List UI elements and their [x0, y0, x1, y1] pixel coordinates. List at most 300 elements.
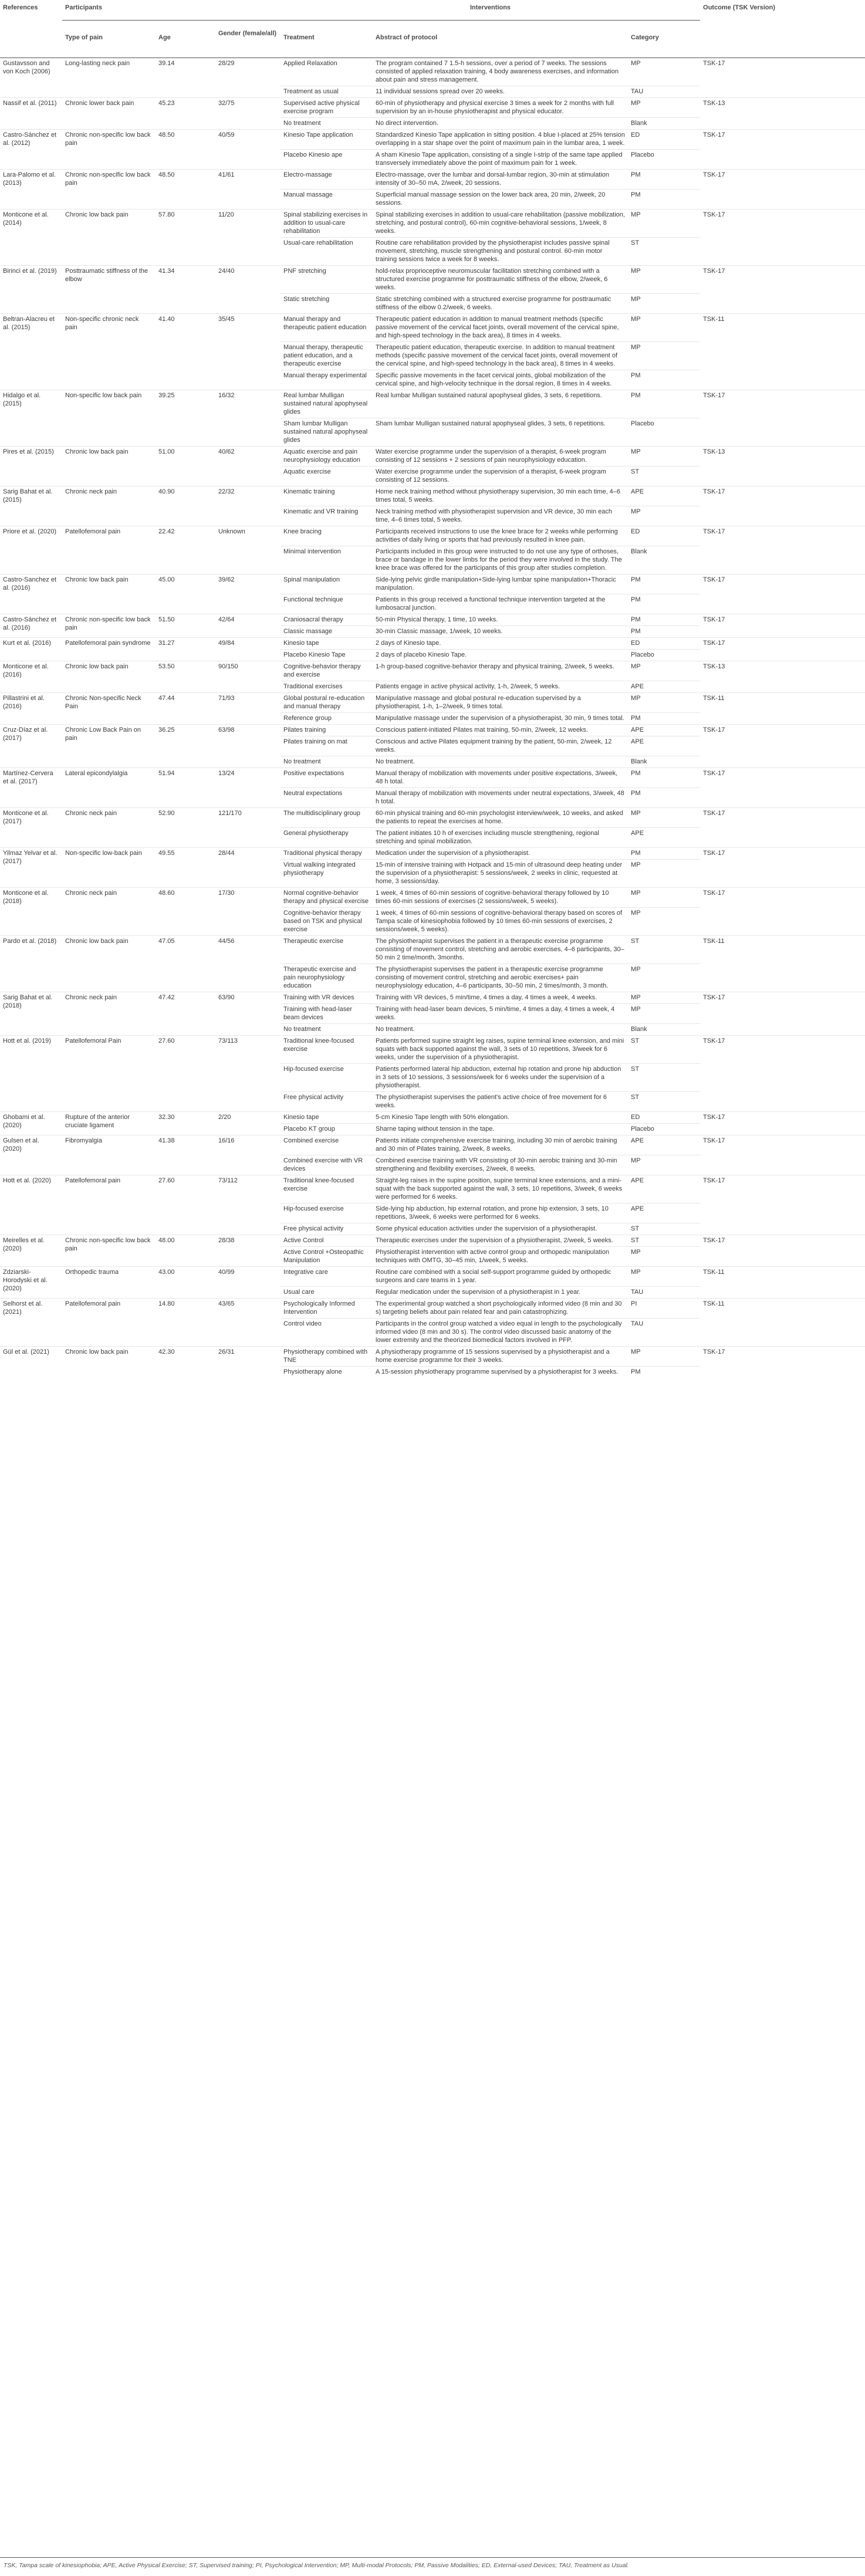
- category-cell: Placebo: [628, 650, 700, 661]
- pain-type-cell: Patellofemoral pain: [62, 1299, 156, 1347]
- category-cell: PM: [628, 614, 700, 626]
- pain-type-cell: Chronic low back pain: [62, 209, 156, 266]
- abstract-cell: hold-relax proprioceptive neuromuscular facilitation stretching combined with a structured exercise programme for posttraumatic stiffness of the elbow, 2/week, 6 weeks.: [373, 266, 628, 294]
- treatment-cell: No treatment: [281, 1024, 373, 1036]
- age-cell: 45.00: [156, 574, 215, 614]
- pain-type-cell: Chronic non-specific low back pain: [62, 614, 156, 638]
- category-cell: PM: [628, 170, 700, 190]
- age-cell: 14.80: [156, 1299, 215, 1347]
- treatment-cell: Kinematic training: [281, 486, 373, 506]
- pain-type-cell: Chronic low back pain: [62, 447, 156, 486]
- outcome-cell: TSK-17: [700, 768, 865, 808]
- gender-cell: 44/56: [215, 936, 281, 992]
- pain-type-cell: Long-lasting neck pain: [62, 58, 156, 98]
- treatment-cell: Spinal stabilizing exercises in addition to usual-care rehabilitation: [281, 209, 373, 238]
- table-row: [0, 130, 865, 150]
- category-cell: PM: [628, 370, 700, 390]
- abstract-cell: No treatment.: [373, 1024, 628, 1036]
- category-cell: PM: [628, 190, 700, 209]
- outcome-cell: TSK-17: [700, 1036, 865, 1112]
- category-cell: TAU: [628, 86, 700, 98]
- abstract-cell: Routine care rehabilitation provided by the physiotherapist includes passive spinal movement, stretching, muscle strengthening and postural control. 60-min motor training sessions twice a week for 8 weeks.: [373, 238, 628, 266]
- category-cell: APE: [628, 681, 700, 693]
- category-cell: TAU: [628, 1319, 700, 1347]
- footnote-rule: [0, 2557, 865, 2558]
- treatment-cell: Kinematic and VR training: [281, 506, 373, 526]
- treatment-cell: Psychologically Informed Intervention: [281, 1299, 373, 1319]
- abstract-cell: Sharne taping without tension in the tape.: [373, 1124, 628, 1135]
- abstract-cell: Patients engage in active physical activity, 1-h, 2/week, 5 weeks.: [373, 681, 628, 693]
- abstract-cell: No direct intervention.: [373, 118, 628, 130]
- abstract-cell: Patients performed lateral hip abduction, external hip rotation and prone hip abduction in 3 sets of 10 sessions, 3 sessions/week for 6 weeks under the supervision of a physiotherapist.: [373, 1064, 628, 1092]
- abstract-cell: 1-h group-based cognitive-behavior therapy and physical training, 2/week, 5 weeks.: [373, 661, 628, 681]
- outcome-cell: TSK-17: [700, 725, 865, 768]
- abstract-cell: 60-min of physiotherapy and physical exercise 3 times a week for 2 months with full supervision by an in-house physiotherapist and physical educator.: [373, 98, 628, 118]
- table-row: [0, 574, 865, 594]
- pain-type-cell: Rupture of the anterior cruciate ligament: [62, 1112, 156, 1135]
- reference-cell: Priore et al. (2020): [0, 526, 62, 574]
- abstract-cell: 2 days of placebo Kinesio Tape.: [373, 650, 628, 661]
- treatment-cell: Kinesio tape: [281, 638, 373, 650]
- category-cell: PM: [628, 574, 700, 594]
- age-cell: 22.42: [156, 526, 215, 574]
- treatment-cell: Traditional exercises: [281, 681, 373, 693]
- category-cell: MP: [628, 1347, 700, 1367]
- pain-type-cell: Non-specific chronic neck pain: [62, 314, 156, 390]
- category-cell: PI: [628, 1299, 700, 1319]
- reference-cell: Zdziarski-Horodyski et al. (2020): [0, 1267, 62, 1299]
- outcome-cell: TSK-17: [700, 1112, 865, 1135]
- table-row: [0, 1175, 865, 1204]
- treatment-cell: Normal cognitive-behavior therapy and physical exercise: [281, 888, 373, 908]
- reference-cell: Nassif et al. (2011): [0, 98, 62, 130]
- pain-type-cell: Chronic neck pain: [62, 992, 156, 1036]
- reference-cell: Gül et al. (2021): [0, 1347, 62, 1378]
- table-row: [0, 314, 865, 342]
- pain-type-cell: Fibromyalgia: [62, 1135, 156, 1175]
- category-cell: APE: [628, 486, 700, 506]
- table-row: [0, 768, 865, 788]
- abstract-cell: Side-lying pelvic girdle manipulation+Side-lying lumbar spine manipulation+Thoracic manipulation.: [373, 574, 628, 594]
- age-cell: 31.27: [156, 638, 215, 661]
- pain-type-cell: Patellofemoral Pain: [62, 1036, 156, 1112]
- treatment-cell: Treatment as usual: [281, 86, 373, 98]
- treatment-cell: Free physical activity: [281, 1223, 373, 1235]
- outcome-cell: TSK-11: [700, 314, 865, 390]
- table-row: [0, 1235, 865, 1247]
- outcome-cell: TSK-17: [700, 170, 865, 209]
- age-cell: 48.60: [156, 888, 215, 936]
- reference-cell: Monticone et al. (2014): [0, 209, 62, 266]
- category-cell: ST: [628, 936, 700, 964]
- abstract-cell: Training with head-laser beam devices, 5 min/time, 4 times a day, 4 times a week, 4 weeks.: [373, 1004, 628, 1024]
- abstract-cell: Therapeutic patient education, therapeutic exercise. In addition to manual treatment methods (specific passive movement of the cervical facet joints, overall movement of the cervical spine, and high-speed technology in the back area), 8 times in 4 weeks.: [373, 342, 628, 370]
- reference-cell: Lara-Palomo et al. (2013): [0, 170, 62, 209]
- treatment-cell: Kinesio Tape application: [281, 130, 373, 150]
- age-cell: 48.50: [156, 130, 215, 170]
- abstract-cell: 2 days of Kinesio tape.: [373, 638, 628, 650]
- reference-cell: Kurt et al. (2016): [0, 638, 62, 661]
- category-cell: MP: [628, 266, 700, 294]
- abstract-cell: Therapeutic patient education in addition to manual treatment methods (specific passive movement of the cervical facet joints, overall movement of the cervical spine, and high-speed technology in the back area), 8 times in 4 weeks.: [373, 314, 628, 342]
- category-cell: Placebo: [628, 418, 700, 447]
- category-cell: Placebo: [628, 150, 700, 170]
- treatment-cell: Aquatic exercise and pain neurophysiology education: [281, 447, 373, 466]
- age-cell: 53.50: [156, 661, 215, 693]
- gender-cell: 17/30: [215, 888, 281, 936]
- reference-cell: Hott et al. (2019): [0, 1036, 62, 1112]
- table-row: [0, 1347, 865, 1367]
- category-cell: APE: [628, 1175, 700, 1204]
- abstract-cell: The physiotherapist supervises the patient's active choice of free movement for 6 weeks.: [373, 1092, 628, 1112]
- gender-cell: 26/31: [215, 1347, 281, 1378]
- reference-cell: Castro-Sánchez et al. (2016): [0, 614, 62, 638]
- outcome-cell: TSK-17: [700, 1347, 865, 1378]
- header-participants: Participants: [62, 0, 281, 21]
- abstract-cell: Patients in this group received a functional technique intervention targeted at the lumbosacral junction.: [373, 594, 628, 614]
- gender-cell: 11/20: [215, 209, 281, 266]
- gender-cell: 2/20: [215, 1112, 281, 1135]
- table-row: [0, 888, 865, 908]
- category-cell: MP: [628, 314, 700, 342]
- abstract-cell: Real lumbar Mulligan sustained natural apophyseal glides, 3 sets, 6 repetitions.: [373, 390, 628, 418]
- abstract-cell: The program contained 7 1.5-h sessions, over a period of 7 weeks. The sessions consisted of applied relaxation training, 4 body awareness exercises, and information about pain and stress management.: [373, 58, 628, 86]
- table-row: [0, 614, 865, 626]
- abstract-cell: The patient initiates 10 h of exercises including muscle strengthening, regional stretching and spinal mobilization.: [373, 828, 628, 848]
- abstract-cell: The physiotherapist supervises the patient in a therapeutic exercise programme consisting of movement control, stretching and aerobic exercises, 4–6 participants, 30–50 min 2 time/month, 3months.: [373, 936, 628, 964]
- category-cell: MP: [628, 964, 700, 992]
- outcome-cell: TSK-17: [700, 1235, 865, 1267]
- pain-type-cell: Chronic non-specific low back pain: [62, 170, 156, 209]
- table-row: [0, 693, 865, 713]
- gender-cell: 32/75: [215, 98, 281, 130]
- abstract-cell: Side-lying hip abduction, hip external rotation, and prone hip extension, 3 sets, 10 repetitions, 3/week, 6 weeks were performed for 6 weeks.: [373, 1204, 628, 1223]
- abstract-cell: Manipulative massage under the supervision of a physiotherapist, 30 min, 9 times total.: [373, 713, 628, 725]
- category-cell: PM: [628, 626, 700, 638]
- abstract-cell: Home neck training method without physiotherapy supervision, 30 min each time, 4–6 times total, 5 weeks.: [373, 486, 628, 506]
- treatment-cell: Therapeutic exercise and pain neurophysiology education: [281, 964, 373, 992]
- outcome-cell: TSK-13: [700, 447, 865, 486]
- gender-cell: 28/29: [215, 58, 281, 98]
- age-cell: 42.30: [156, 1347, 215, 1378]
- treatment-cell: Pilates training on mat: [281, 736, 373, 756]
- header-outcome: Outcome (TSK Version): [700, 0, 865, 58]
- reference-cell: Castro-Sanchez et al. (2016): [0, 574, 62, 614]
- treatment-cell: Minimal intervention: [281, 546, 373, 574]
- age-cell: 41.38: [156, 1135, 215, 1175]
- category-cell: Blank: [628, 756, 700, 768]
- treatment-cell: Placebo Kinesio ape: [281, 150, 373, 170]
- treatment-cell: Manual therapy, therapeutic patient education, and a therapeutic exercise: [281, 342, 373, 370]
- abstract-cell: 15-min of intensive training with Hotpack and 15-min of ultrasound deep heating under the supervision of a physiotherapist: 5 sessions/week, 2 weeks in clinic, requested at home, 3 sessions/day.: [373, 860, 628, 888]
- pain-type-cell: Patellofemoral pain: [62, 1175, 156, 1235]
- header-abstract: Abstract of protocol: [373, 21, 628, 58]
- age-cell: 43.00: [156, 1267, 215, 1299]
- category-cell: ED: [628, 1112, 700, 1124]
- treatment-cell: Spinal manipulation: [281, 574, 373, 594]
- outcome-cell: TSK-17: [700, 808, 865, 848]
- abstract-cell: Superficial manual massage session on the lower back area, 20 min, 2/week, 20 sessions.: [373, 190, 628, 209]
- abstract-cell: The physiotherapist supervises the patient in a therapeutic exercise programme consisting of movement control, stretching and aerobic exercises+ pain neurophysiology education, 4–6 participants, 30–50 min, 2 times/month, 3 month.: [373, 964, 628, 992]
- category-cell: ST: [628, 1092, 700, 1112]
- age-cell: 32.30: [156, 1112, 215, 1135]
- outcome-cell: TSK-17: [700, 614, 865, 638]
- treatment-cell: Cognitive-behavior therapy and exercise: [281, 661, 373, 681]
- abstract-cell: A sham Kinesio Tape application, consisting of a single I-strip of the same tape applied transversely immediately above the point of maximum pain for 1 week.: [373, 150, 628, 170]
- table-row: [0, 526, 865, 546]
- treatment-cell: Training with VR devices: [281, 992, 373, 1004]
- category-cell: MP: [628, 506, 700, 526]
- category-cell: MP: [628, 1247, 700, 1267]
- reference-cell: Gulsen et al. (2020): [0, 1135, 62, 1175]
- abstract-cell: 50-min Physical therapy, 1 time, 10 weeks.: [373, 614, 628, 626]
- category-cell: PM: [628, 1367, 700, 1378]
- table-row: [0, 58, 865, 86]
- age-cell: 52.90: [156, 808, 215, 848]
- abstract-cell: Training with VR devices, 5 min/time, 4 times a day, 4 times a week, 4 weeks.: [373, 992, 628, 1004]
- category-cell: Placebo: [628, 1124, 700, 1135]
- category-cell: MP: [628, 294, 700, 314]
- category-cell: ST: [628, 238, 700, 266]
- age-cell: 41.40: [156, 314, 215, 390]
- outcome-cell: TSK-17: [700, 992, 865, 1036]
- category-cell: MP: [628, 1155, 700, 1175]
- category-cell: Blank: [628, 1024, 700, 1036]
- gender-cell: 43/65: [215, 1299, 281, 1347]
- age-cell: 51.94: [156, 768, 215, 808]
- age-cell: 39.14: [156, 58, 215, 98]
- header-age: Age: [156, 21, 215, 58]
- pain-type-cell: Orthopedic trauma: [62, 1267, 156, 1299]
- abstract-cell: Therapeutic exercises under the supervision of a physiotherapist, 2/week, 5 weeks.: [373, 1235, 628, 1247]
- reference-cell: Pardo et al. (2018): [0, 936, 62, 992]
- treatment-cell: Combined exercise with VR devices: [281, 1155, 373, 1175]
- gender-cell: 40/99: [215, 1267, 281, 1299]
- treatment-cell: Static stretching: [281, 294, 373, 314]
- category-cell: Blank: [628, 546, 700, 574]
- treatment-cell: Traditional knee-focused exercise: [281, 1175, 373, 1204]
- gender-cell: 71/93: [215, 693, 281, 725]
- category-cell: ED: [628, 638, 700, 650]
- gender-cell: 40/62: [215, 447, 281, 486]
- reference-cell: Birinci et al. (2019): [0, 266, 62, 314]
- pain-type-cell: Chronic neck pain: [62, 888, 156, 936]
- category-cell: APE: [628, 1135, 700, 1155]
- gender-cell: 63/98: [215, 725, 281, 768]
- abstract-cell: Participants received instructions to use the knee brace for 2 weeks while performing activities of daily living or sports that had previously resulted in knee pain.: [373, 526, 628, 546]
- gender-cell: 39/62: [215, 574, 281, 614]
- header-gender: Gender (female/all): [215, 21, 281, 58]
- category-cell: APE: [628, 736, 700, 756]
- category-cell: PM: [628, 594, 700, 614]
- treatment-cell: Knee bracing: [281, 526, 373, 546]
- table-body: [0, 58, 865, 1378]
- treatment-cell: Cognitive-behavior therapy based on TSK and physical exercise: [281, 908, 373, 936]
- treatment-cell: Traditional knee-focused exercise: [281, 1036, 373, 1064]
- gender-cell: 22/32: [215, 486, 281, 526]
- treatment-cell: Classic massage: [281, 626, 373, 638]
- gender-cell: 28/38: [215, 1235, 281, 1267]
- category-cell: APE: [628, 725, 700, 736]
- abstract-cell: Straight-leg raises in the supine position, supine terminal knee extensions, and a mini-squat with the back supported against the wall, 3 sets, 10 repetitions, 3/week, 6 weeks were performed for 6 weeks.: [373, 1175, 628, 1204]
- treatment-cell: Physiotherapy alone: [281, 1367, 373, 1378]
- table-row: [0, 486, 865, 506]
- reference-cell: Monticone et al. (2018): [0, 888, 62, 936]
- reference-cell: Meirelles et al. (2020): [0, 1235, 62, 1267]
- abstract-cell: Routine care combined with a social self-support programme guided by orthopedic surgeons and care teams in 1 year.: [373, 1267, 628, 1287]
- category-cell: MP: [628, 992, 700, 1004]
- pain-type-cell: Chronic neck pain: [62, 486, 156, 526]
- treatment-cell: Control video: [281, 1319, 373, 1347]
- pain-type-cell: Patellofemoral pain: [62, 526, 156, 574]
- age-cell: 41.34: [156, 266, 215, 314]
- abstract-cell: Physiotherapist intervention with active control group and orthopedic manipulation techniques with OMTG, 30–45 min, 1/week, 5 weeks.: [373, 1247, 628, 1267]
- treatment-cell: Combined exercise: [281, 1135, 373, 1155]
- treatment-cell: Active Control +Osteopathic Manipulation: [281, 1247, 373, 1267]
- gender-cell: 16/16: [215, 1135, 281, 1175]
- treatment-cell: Supervised active physical exercise program: [281, 98, 373, 118]
- treatment-cell: Sham lumbar Mulligan sustained natural apophyseal glides: [281, 418, 373, 447]
- header-row-top: [0, 0, 865, 21]
- reference-cell: Monticone et al. (2017): [0, 808, 62, 848]
- age-cell: 45.23: [156, 98, 215, 130]
- treatment-cell: Electro-massage: [281, 170, 373, 190]
- pain-type-cell: Lateral epicondylalgia: [62, 768, 156, 808]
- age-cell: 47.42: [156, 992, 215, 1036]
- gender-cell: 49/84: [215, 638, 281, 661]
- abstract-cell: The experimental group watched a short psychologically informed video (8 min and 30 s) targeting beliefs about pain related fear and pain catastrophizing.: [373, 1299, 628, 1319]
- treatment-cell: Traditional physical therapy: [281, 848, 373, 860]
- gender-cell: 121/170: [215, 808, 281, 848]
- outcome-cell: TSK-17: [700, 58, 865, 98]
- footnote: TSK, Tampa scale of kinesiophobia; APE, Active Physical Exercise; ST, Supervised training; PI, Psychological Intervention; MP, Multi-modal Protocols; PM, Passive Modalities; ED, External-used Devices; TAU, Treatment as Usual.: [4, 2562, 629, 2569]
- abstract-cell: Participants included in this group were instructed to do not use any type of orthoses, brace or bandage in the lower limbs for the period they were involved in the study. The knee brace was offered for the participants of this group after studies completion.: [373, 546, 628, 574]
- outcome-cell: TSK-11: [700, 693, 865, 725]
- outcome-cell: TSK-17: [700, 848, 865, 888]
- abstract-cell: 30-min Classic massage, 1/week, 10 weeks.: [373, 626, 628, 638]
- table-row: [0, 266, 865, 294]
- age-cell: 47.05: [156, 936, 215, 992]
- reference-cell: Castro-Sánchez et al. (2012): [0, 130, 62, 170]
- age-cell: 47.44: [156, 693, 215, 725]
- age-cell: 36.25: [156, 725, 215, 768]
- treatment-cell: Manual massage: [281, 190, 373, 209]
- category-cell: ED: [628, 130, 700, 150]
- treatment-cell: Therapeutic exercise: [281, 936, 373, 964]
- age-cell: 51.50: [156, 614, 215, 638]
- category-cell: MP: [628, 908, 700, 936]
- gender-cell: 90/150: [215, 661, 281, 693]
- table-row: [0, 1036, 865, 1064]
- header-category: Category: [628, 21, 700, 58]
- table-row: [0, 1112, 865, 1124]
- treatment-cell: Real lumbar Mulligan sustained natural apophyseal glides: [281, 390, 373, 418]
- pain-type-cell: Chronic non-specific low back pain: [62, 130, 156, 170]
- category-cell: PM: [628, 768, 700, 788]
- gender-cell: 28/44: [215, 848, 281, 888]
- gender-cell: 24/40: [215, 266, 281, 314]
- outcome-cell: TSK-11: [700, 1299, 865, 1347]
- gender-cell: 63/90: [215, 992, 281, 1036]
- age-cell: 27.60: [156, 1036, 215, 1112]
- abstract-cell: Sham lumbar Mulligan sustained natural apophyseal glides, 3 sets, 6 repetitions.: [373, 418, 628, 447]
- abstract-cell: Spinal stabilizing exercises in addition to usual-care rehabilitation (passive mobilization, stretching, and postural control), 60-min cognitive-behavioral sessions, 1/week, 8 weeks.: [373, 209, 628, 238]
- age-cell: 51.00: [156, 447, 215, 486]
- treatment-cell: Hip-focused exercise: [281, 1204, 373, 1223]
- treatment-cell: Kinesio tape: [281, 1112, 373, 1124]
- reference-cell: Pillastrini et al. (2016): [0, 693, 62, 725]
- table-row: [0, 661, 865, 681]
- table-row: [0, 808, 865, 828]
- outcome-cell: TSK-13: [700, 661, 865, 693]
- category-cell: APE: [628, 828, 700, 848]
- gender-cell: 16/32: [215, 390, 281, 447]
- treatment-cell: Usual-care rehabilitation: [281, 238, 373, 266]
- abstract-cell: 5-cm Kinesio Tape length with 50% elongation.: [373, 1112, 628, 1124]
- table-row: [0, 1299, 865, 1319]
- treatment-cell: Active Control: [281, 1235, 373, 1247]
- outcome-cell: TSK-11: [700, 936, 865, 992]
- treatment-cell: Virtual walking integrated physiotherapy: [281, 860, 373, 888]
- pain-type-cell: Chronic non-specific low back pain: [62, 1235, 156, 1267]
- table-row: [0, 725, 865, 736]
- outcome-cell: TSK-17: [700, 1135, 865, 1175]
- category-cell: PM: [628, 390, 700, 418]
- gender-cell: 40/59: [215, 130, 281, 170]
- treatment-cell: Positive expectations: [281, 768, 373, 788]
- reference-cell: Sarig Bahat et al. (2015): [0, 486, 62, 526]
- treatment-cell: No treatment: [281, 118, 373, 130]
- abstract-cell: Conscious patient-initiated Pilates mat training, 50-min, 2/week, 12 weeks.: [373, 725, 628, 736]
- abstract-cell: Specific passive movements in the facet cervical joints, global mobilization of the cervical spine, and high-velocity technique in the dorsal region, 8 times in 4 weeks.: [373, 370, 628, 390]
- abstract-cell: Neck training method with physiotherapist supervision and VR device, 30 min each time, 4–6 times total, 5 weeks.: [373, 506, 628, 526]
- table-row: [0, 170, 865, 190]
- pain-type-cell: Posttraumatic stiffness of the elbow: [62, 266, 156, 314]
- abstract-cell: Conscious and active Pilates equipment training by the patient, 50-min, 2/week, 12 weeks.: [373, 736, 628, 756]
- category-cell: ED: [628, 526, 700, 546]
- gender-cell: 73/113: [215, 1036, 281, 1112]
- age-cell: 49.55: [156, 848, 215, 888]
- abstract-cell: 1 week, 4 times of 60-min sessions of cognitive-behavioral therapy followed by 10 times 60-min sessions of exercises (2 sessions/week, 5 weeks).: [373, 888, 628, 908]
- outcome-cell: TSK-17: [700, 1175, 865, 1235]
- abstract-cell: Some physical education activities under the supervision of a physiotherapist.: [373, 1223, 628, 1235]
- treatment-cell: Placebo KT group: [281, 1124, 373, 1135]
- category-cell: MP: [628, 58, 700, 86]
- category-cell: MP: [628, 693, 700, 713]
- reference-cell: Selhorst et al. (2021): [0, 1299, 62, 1347]
- age-cell: 48.00: [156, 1235, 215, 1267]
- outcome-cell: TSK-17: [700, 130, 865, 170]
- outcome-cell: TSK-17: [700, 390, 865, 447]
- treatment-cell: Aquatic exercise: [281, 466, 373, 486]
- abstract-cell: 1 week, 4 times of 60-min sessions of cognitive-behavioral therapy based on scores of Tampa scale of kinesiophobia followed by 10 times 60-min sessions of exercises, 2 sessions/week, 5 weeks).: [373, 908, 628, 936]
- abstract-cell: Manual therapy of mobilization with movements under positive expectations, 3/week, 48 h total.: [373, 768, 628, 788]
- age-cell: 27.60: [156, 1175, 215, 1235]
- abstract-cell: Regular medication under the supervision of a physiotherapist in 1 year.: [373, 1287, 628, 1299]
- reference-cell: Cruz-Díaz et al. (2017): [0, 725, 62, 768]
- category-cell: Blank: [628, 118, 700, 130]
- reference-cell: Sarig Bahat et al. (2018): [0, 992, 62, 1036]
- header-interventions: Interventions: [281, 0, 700, 21]
- reference-cell: Beltran-Alacreu et al. (2015): [0, 314, 62, 390]
- table-row: [0, 209, 865, 238]
- treatment-cell: No treatment: [281, 756, 373, 768]
- outcome-cell: TSK-17: [700, 209, 865, 266]
- gender-cell: 41/61: [215, 170, 281, 209]
- reference-cell: Gustavsson and von Koch (2006): [0, 58, 62, 98]
- outcome-cell: TSK-17: [700, 486, 865, 526]
- table-row: [0, 1267, 865, 1287]
